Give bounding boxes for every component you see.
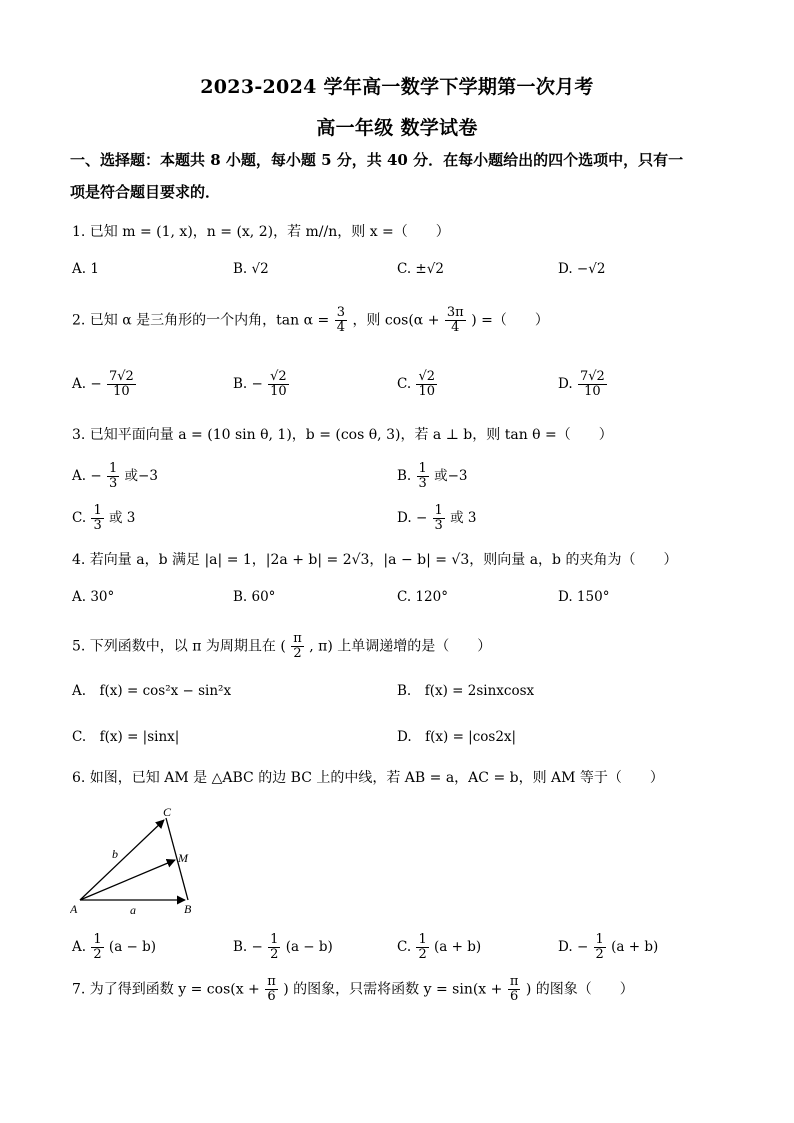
question-3-stem: 3. 已知平面向量 a = (10 sin θ, 1)，b = (cos θ, 3)，若 a ⊥ b，则 tan θ =（ ） <box>72 427 613 443</box>
question-2-option-d <box>558 370 608 399</box>
question-4-option-b: B. 60° <box>233 589 276 605</box>
question-5-option-b: B. f(x) = 2sinxcosx <box>397 683 535 699</box>
fraction-numerator: 1 <box>93 503 102 518</box>
fraction-numerator: π <box>509 974 519 989</box>
option-sign: − <box>90 468 102 484</box>
option-fraction <box>433 504 445 533</box>
option-tail: 或−3 <box>434 468 468 484</box>
question-7-stem-part-a: 7. 为了得到函数 y = cos(x + <box>72 981 260 998</box>
question-6-option-d <box>558 933 658 962</box>
option-sign: − <box>576 939 589 955</box>
vector-ac-arrow <box>80 820 164 900</box>
fraction-denominator: 10 <box>584 384 601 399</box>
option-tail: 或 3 <box>109 510 136 526</box>
question-3-option-c <box>72 504 135 533</box>
fraction-numerator: 1 <box>418 461 427 476</box>
question-6-option-a <box>72 933 156 962</box>
question-5-stem-part-a: 5. 下列函数中，以 π 为周期且在 ( <box>72 638 286 655</box>
question-7-stem <box>72 975 634 1004</box>
question-1-stem: 1. 已知 m = (1, x)，n = (x, 2)，若 m//n，则 x =（ ） <box>72 224 450 240</box>
vector-label-a: a <box>130 903 136 917</box>
option-fraction <box>417 462 429 491</box>
option-fraction <box>416 370 437 399</box>
question-7-fraction-1 <box>265 975 278 1004</box>
question-5-stem <box>72 632 491 661</box>
option-label: C. <box>397 939 412 955</box>
question-7-stem-part-b: ) 的图象，只需将函数 y = sin(x + <box>283 981 503 998</box>
option-label: B. <box>233 376 248 392</box>
fraction-numerator: 7√2 <box>108 369 134 384</box>
question-2-stem-part-c: ) =（ ） <box>471 312 549 329</box>
question-5-fraction <box>291 632 304 661</box>
option-fraction <box>416 933 428 962</box>
option-tail: (a + b) <box>434 939 482 955</box>
question-1-option-c: C. ±√2 <box>397 261 444 277</box>
option-tail: 或−3 <box>124 468 158 484</box>
vertex-label-a: A <box>70 902 78 916</box>
fraction-denominator: 10 <box>113 384 130 399</box>
fraction-numerator: 3π <box>446 305 464 320</box>
question-2-option-a <box>72 370 137 399</box>
question-5-stem-part-b: , π) 上单调递增的是（ ） <box>309 638 492 655</box>
question-5-option-a: A. f(x) = cos²x − sin²x <box>72 683 232 699</box>
fraction-numerator: 1 <box>595 932 604 947</box>
fraction-denominator: 2 <box>293 646 302 661</box>
question-2-stem-part-a: 2. 已知 α 是三角形的一个内角，tan α = <box>72 312 330 329</box>
fraction-denominator: 4 <box>451 320 460 335</box>
question-3-option-d <box>397 504 477 533</box>
option-label: D. <box>397 510 412 526</box>
option-fraction <box>91 504 103 533</box>
fraction-denominator: 3 <box>108 476 118 491</box>
option-label: D. <box>558 376 573 392</box>
option-sign: − <box>251 939 263 955</box>
question-3-option-b <box>397 462 468 491</box>
question-1-option-b: B. √2 <box>233 261 269 277</box>
option-sign: − <box>251 376 263 392</box>
median-am-arrow <box>80 860 175 900</box>
question-4-stem: 4. 若向量 a，b 满足 |a| = 1，|2a + b| = 2√3，|a − b| = √3，则向量 a，b 的夹角为（ ） <box>72 552 678 568</box>
question-2-fraction-angle <box>445 306 466 335</box>
vertex-label-b: B <box>184 902 192 916</box>
option-label: A. <box>72 468 87 484</box>
fraction-denominator: 3 <box>93 518 102 533</box>
option-label: C. <box>72 510 87 526</box>
option-sign: − <box>90 376 102 392</box>
fraction-numerator: 3 <box>336 305 345 320</box>
option-fraction <box>594 933 606 962</box>
option-fraction <box>107 370 136 399</box>
fraction-numerator: 1 <box>108 461 118 476</box>
fraction-denominator: 3 <box>418 476 427 491</box>
midpoint-label-m: M <box>178 851 188 865</box>
fraction-numerator: 1 <box>270 932 279 947</box>
fraction-numerator: 1 <box>434 503 443 518</box>
fraction-numerator: 7√2 <box>579 369 605 384</box>
fraction-numerator: π <box>293 631 302 646</box>
fraction-denominator: 2 <box>93 947 102 962</box>
option-fraction <box>107 462 119 491</box>
option-label: B. <box>397 468 412 484</box>
exam-title: 2023-2024 学年高一数学下学期第一次月考 <box>200 76 594 98</box>
fraction-denominator: 2 <box>595 947 604 962</box>
option-tail: 或 3 <box>450 510 477 526</box>
question-6-option-c <box>397 933 481 962</box>
question-1-option-d: D. −√2 <box>558 261 606 277</box>
option-fraction <box>578 370 607 399</box>
option-tail: (a + b) <box>611 939 659 955</box>
option-tail: (a − b) <box>285 939 333 955</box>
option-label: A. <box>72 376 87 392</box>
question-2-option-c <box>397 370 438 399</box>
question-4-option-c: C. 120° <box>397 589 448 605</box>
fraction-denominator: 4 <box>336 320 345 335</box>
question-5-option-c: C. f(x) = |sinx| <box>72 729 180 745</box>
fraction-denominator: 2 <box>270 947 279 962</box>
vertex-label-c: C <box>163 805 172 819</box>
question-3-option-a <box>72 462 158 491</box>
question-4-option-d: D. 150° <box>558 589 610 605</box>
option-fraction <box>268 370 289 399</box>
fraction-denominator: 2 <box>418 947 427 962</box>
option-fraction <box>91 933 103 962</box>
option-label: C. <box>397 376 412 392</box>
fraction-numerator: π <box>267 974 276 989</box>
section-heading-line2: 项是符合题目要求的． <box>70 183 221 201</box>
fraction-denominator: 10 <box>418 384 435 399</box>
question-5-option-d: D. f(x) = |cos2x| <box>397 729 517 745</box>
question-6-option-b <box>233 933 333 962</box>
option-label: A. <box>72 939 87 955</box>
option-tail: (a − b) <box>108 939 157 955</box>
question-6-stem: 6. 如图，已知 AM 是 △ABC 的边 BC 上的中线，若 AB = a，AC = b，则 AM 等于（ ） <box>72 770 664 786</box>
fraction-denominator: 3 <box>434 518 443 533</box>
option-label: B. <box>233 939 248 955</box>
fraction-denominator: 6 <box>509 989 519 1004</box>
option-sign: − <box>415 510 428 526</box>
option-fraction <box>268 933 280 962</box>
question-7-fraction-2 <box>508 975 521 1004</box>
question-2-option-b <box>233 370 290 399</box>
fraction-denominator: 6 <box>267 989 276 1004</box>
question-2-stem-part-b: ，则 cos(α + <box>352 312 440 329</box>
question-1-option-a: A. 1 <box>72 261 99 277</box>
question-2-fraction-tan <box>335 306 347 335</box>
exam-subtitle: 高一年级 数学试卷 <box>316 117 478 139</box>
fraction-numerator: √2 <box>270 369 287 384</box>
fraction-numerator: √2 <box>418 369 435 384</box>
option-label: D. <box>558 939 573 955</box>
question-2-stem <box>72 306 549 335</box>
question-7-stem-part-c: ) 的图象（ ） <box>525 981 634 998</box>
vector-label-b: b <box>112 847 118 861</box>
question-4-option-a: A. 30° <box>72 589 115 605</box>
fraction-numerator: 1 <box>418 932 427 947</box>
triangle-figure <box>70 800 210 920</box>
section-heading-line1: 一、选择题：本题共 8 小题，每小题 5 分，共 40 分．在每小题给出的四个选项中，只有一 <box>70 151 684 169</box>
fraction-numerator: 1 <box>93 932 102 947</box>
fraction-denominator: 10 <box>270 384 287 399</box>
